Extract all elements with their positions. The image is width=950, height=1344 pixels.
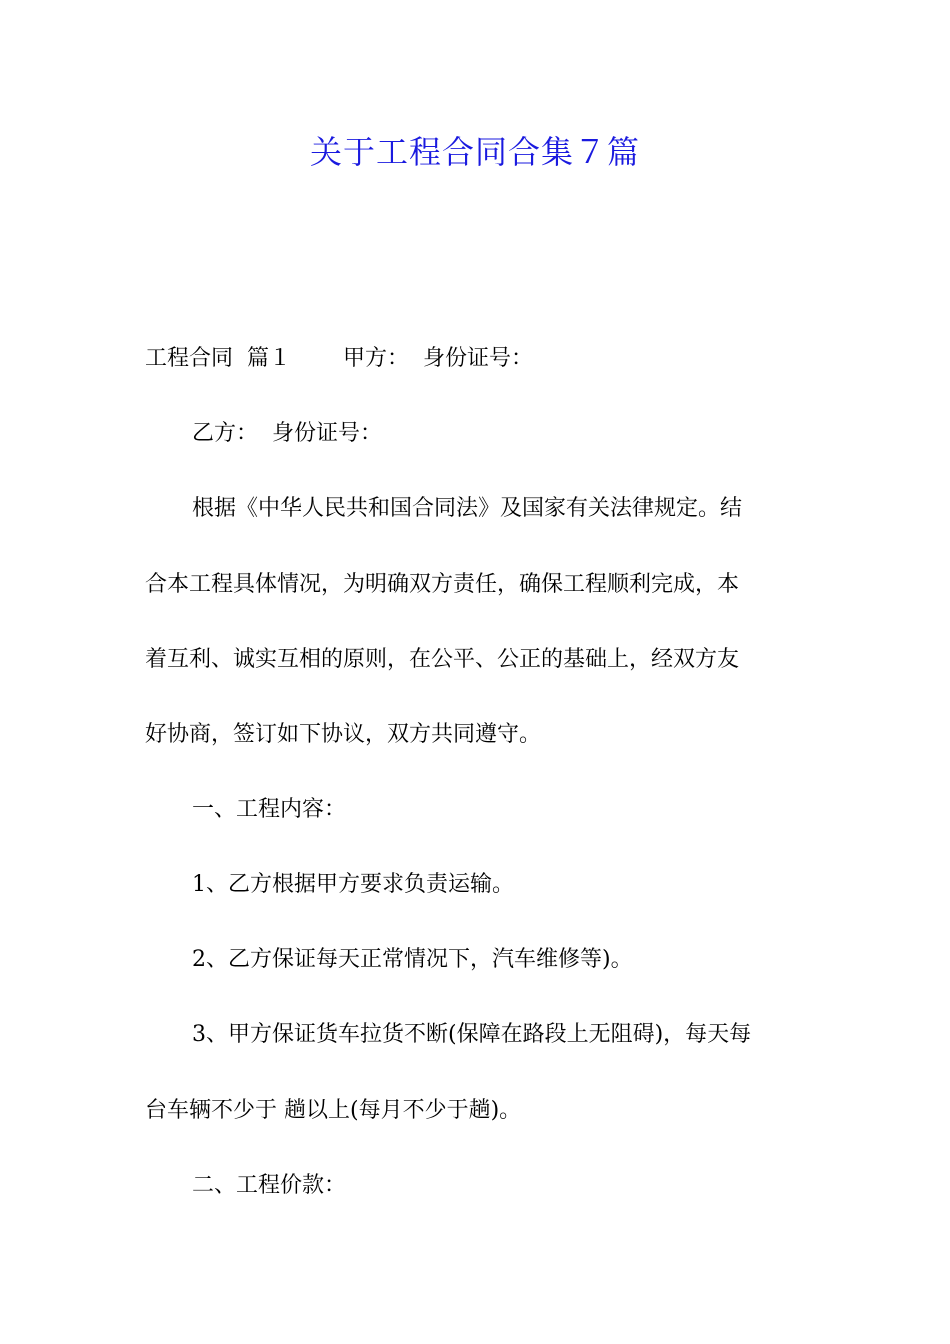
- preamble-line-3: 着互利、诚实互相的原则，在公平、公正的基础上，经双方友: [145, 647, 740, 672]
- party-a-id-label: 身份证号：: [423, 346, 534, 371]
- preamble-line-2: 合本工程具体情况，为明确双方责任，确保工程顺利完成，本: [145, 572, 740, 597]
- item-2: 2、乙方保证每天正常情况下，汽车维修等)。: [192, 947, 633, 972]
- party-b-label: 乙方：: [192, 421, 259, 446]
- item-3-line-1: 3、甲方保证货车拉货不断(保障在路段上无阻碍)，每天每: [192, 1022, 752, 1047]
- document-title: 关于工程合同合集７篇: [309, 133, 640, 171]
- item-1: 1、乙方根据甲方要求负责运输。: [192, 872, 514, 897]
- contract-section-label: 工程合同: [145, 346, 234, 371]
- party-b-id-label: 身份证号：: [272, 421, 383, 446]
- contract-header-line: [145, 344, 815, 374]
- section-1-heading: 一、工程内容：: [192, 797, 347, 822]
- preamble-line-4: 好协商，签订如下协议，双方共同遵守。: [145, 722, 542, 747]
- party-b-line: [192, 419, 862, 449]
- contract-part-label: 篇１: [247, 346, 292, 371]
- party-a-label: 甲方：: [343, 346, 410, 371]
- section-2-heading: 二、工程价款：: [192, 1173, 347, 1198]
- item-3-line-2: 台车辆不少于 趟以上(每月不少于趟)。: [145, 1098, 522, 1123]
- preamble-line-1: 根据《中华人民共和国合同法》及国家有关法律规定。结: [192, 496, 743, 521]
